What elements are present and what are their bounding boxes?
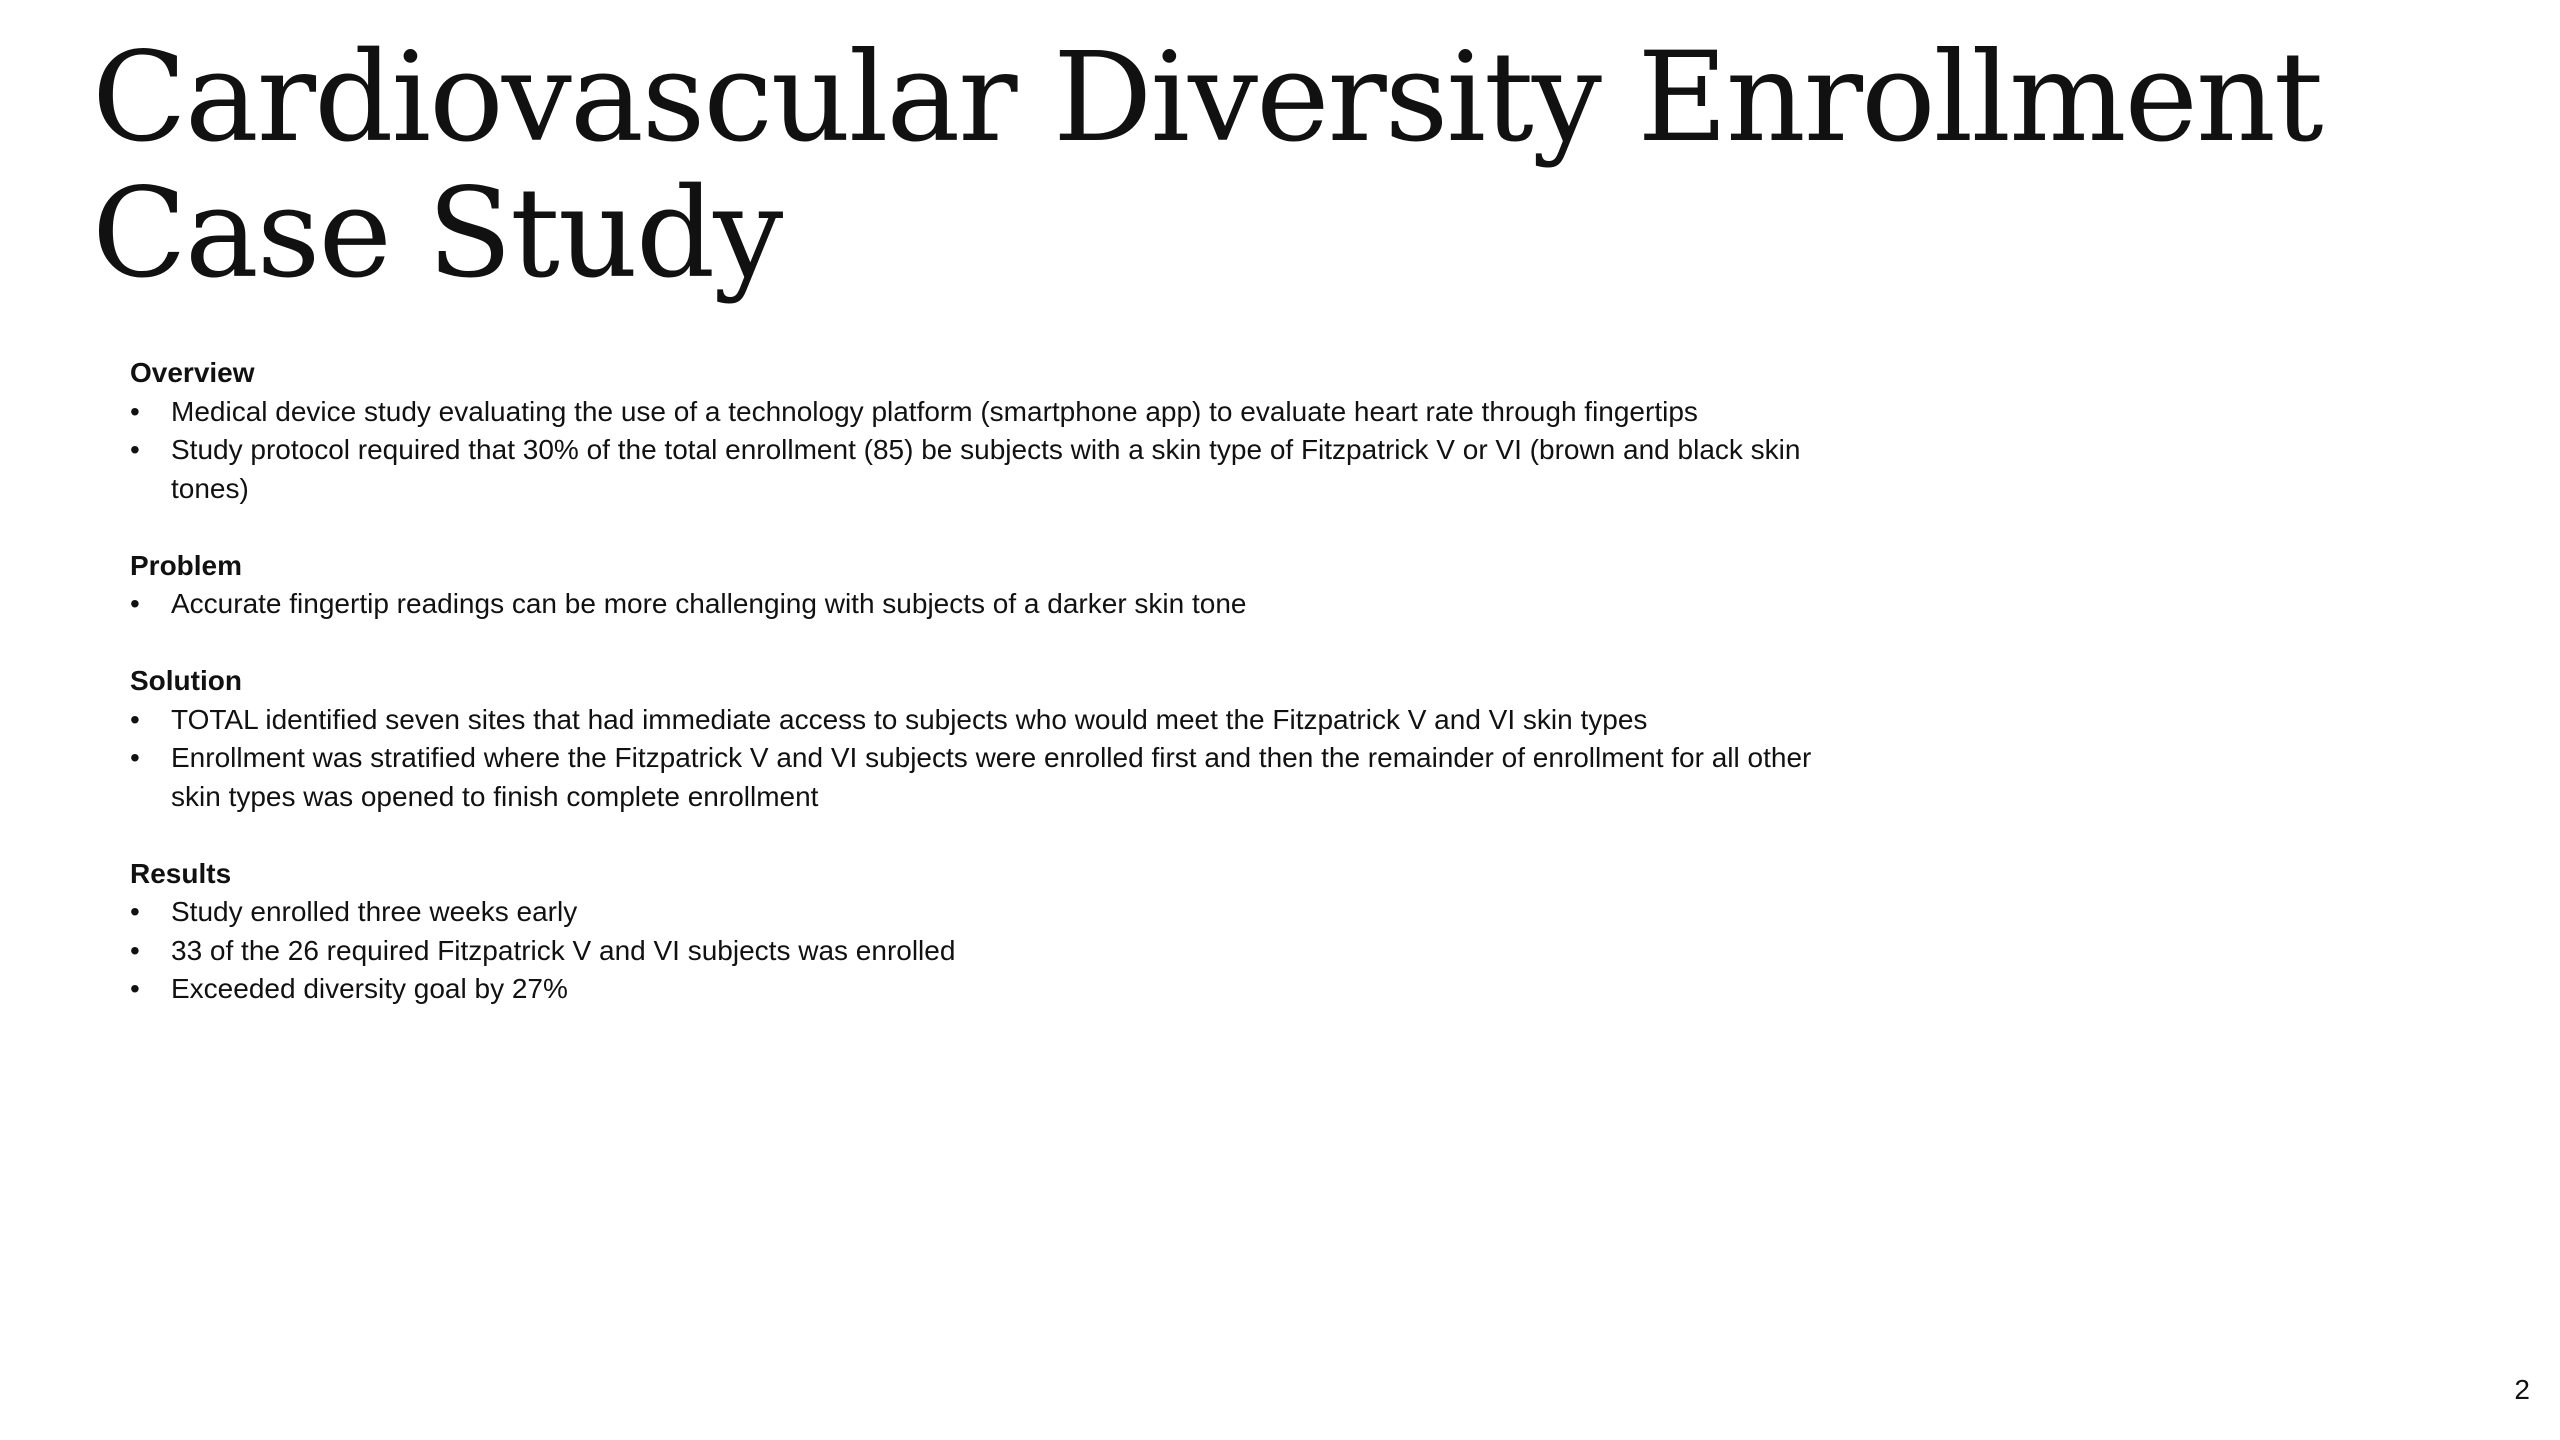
slide-body — [130, 354, 1830, 1047]
problem-list — [130, 585, 1830, 624]
solution-heading: Solution — [130, 665, 242, 696]
list-item — [130, 431, 1830, 508]
bullet-icon: • — [130, 973, 140, 1004]
bullet-text: Study enrolled three weeks early — [171, 896, 578, 927]
bullet-text: TOTAL identified seven sites that had immediate access to subjects who would meet the Fitzpatrick V and VI skin types — [171, 703, 1648, 735]
bullet-icon: • — [130, 434, 140, 465]
list-item — [130, 970, 1830, 1009]
list-item — [130, 585, 1830, 624]
results-heading: Results — [130, 857, 232, 889]
results-section — [130, 855, 1830, 1009]
bullet-text: 33 of the 26 required Fitzpatrick V and VI subjects was enrolled — [171, 934, 956, 966]
bullet-icon: • — [130, 934, 140, 966]
bullet-icon: • — [130, 703, 140, 735]
bullet-text: Exceeded diversity goal by 27% — [171, 973, 568, 1004]
page-number: 2 — [2514, 1374, 2530, 1405]
slide-title — [92, 26, 2392, 306]
overview-heading: Overview — [130, 357, 255, 388]
list-item — [130, 893, 1830, 932]
overview-section — [130, 354, 1830, 508]
list-item — [130, 393, 1830, 432]
bullet-text: Accurate fingertip readings can be more challenging with subjects of a darker skin tone — [171, 588, 1247, 619]
list-item — [130, 739, 1830, 816]
bullet-icon: • — [130, 395, 140, 427]
bullet-icon: • — [130, 742, 140, 773]
problem-section — [130, 547, 1830, 624]
bullet-text: Study protocol required that 30% of the total enrollment (85) be subjects with a skin type of Fitzpatrick V or VI (brown and black skin tones) — [171, 434, 1801, 504]
list-item — [130, 932, 1830, 971]
list-item — [130, 701, 1830, 740]
problem-heading: Problem — [130, 549, 243, 581]
overview-list — [130, 393, 1830, 509]
slide-title-line-1: Cardiovascular Diversity Enrollment — [92, 26, 2322, 170]
solution-list — [130, 701, 1830, 817]
bullet-text: Medical device study evaluating the use of a technology platform (smartphone app) to evaluate heart rate through fingertips — [171, 395, 1698, 427]
slide-title-line-2: Case Study — [92, 162, 782, 306]
solution-section — [130, 662, 1830, 816]
results-list — [130, 893, 1830, 1009]
bullet-icon: • — [130, 588, 140, 619]
bullet-text: Enrollment was stratified where the Fitzpatrick V and VI subjects were enrolled first and then the remainder of enrollment for all other skin types was opened to finish complete enrollment — [171, 742, 1812, 812]
bullet-icon: • — [130, 896, 140, 927]
